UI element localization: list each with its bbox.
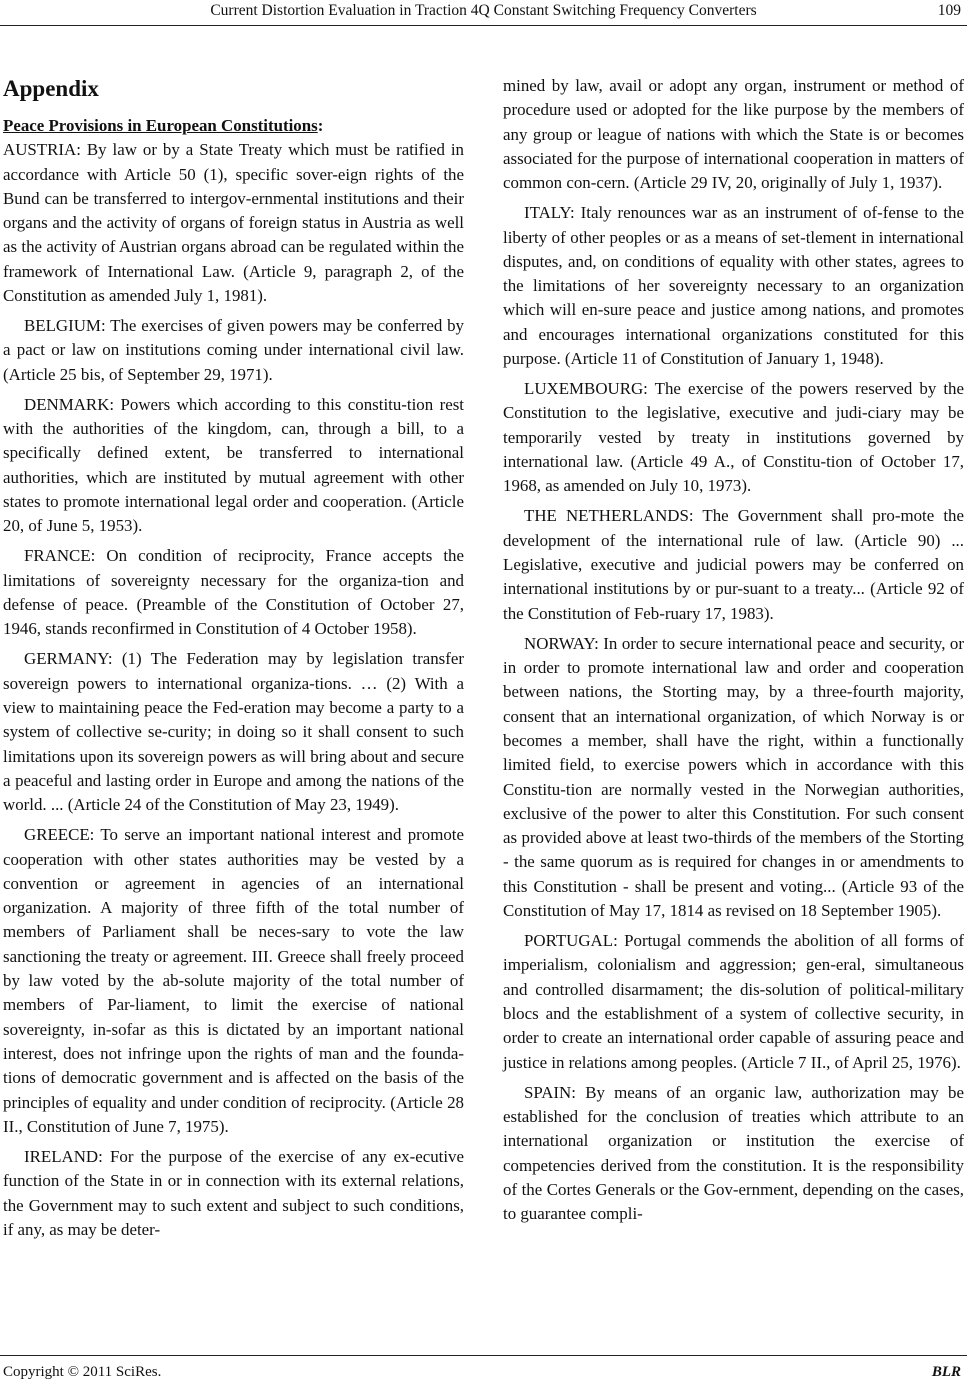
copyright-notice: Copyright © 2011 SciRes.: [3, 1364, 162, 1380]
paragraph-belgium: BELGIUM: The exercises of given powers may be conferred by a pact or law on institutions coming under international civil law. (Article 25 bis, of September 29, 1971).: [3, 316, 464, 384]
journal-abbreviation: BLR: [931, 1364, 961, 1380]
paragraph-denmark: DENMARK: Powers which according to this constitu-tion rest with the authorities of the kingdom, can, through a bill, to a specifically defined extent, be transferred to international authorities, which are instituted by mutual agreement with other states to promote international legal order and cooperation. (Article 20, of June 5, 1953).: [3, 394, 464, 536]
paragraph-greece: GREECE: To serve an important national interest and promote cooperation with other states authorities may be vested by a convention or agreement in agencies of an international organization. A majority of three fifth of the total number of members of Parliament shall be neces-sary to vote the law sanctioning the treaty or agreement. III. Greece shall freely proceed by law voted by the ab-solute majority of the total number of members of Par-liament, to limit the exercise of national sovereignty, in-sofar as this is dictated by an important national interest, does not infringe upon the rights of man and the founda-tions of democratic government and is affected on the basis of the principles of equality and under condition of reciprocity. (Article 28 II., Constitution of June 7, 1975).: [3, 825, 464, 1136]
paragraph-austria: AUSTRIA: By law or by a State Treaty which must be ratified in accordance with Article 50 (1), specific sover-eign rights of the Bund can be transferred to intergov-ernmental institutions and their organs and the activity of organs of foreign status in Austria as well as the activity of Austrian organs abroad can be regulated within the framework of International Law. (Article 9, paragraph 2, of the Constitution as amended July 1, 1981).: [3, 140, 464, 306]
left-column: [3, 74, 464, 1248]
section-heading: [3, 114, 464, 138]
paragraph-norway: NORWAY: In order to secure international peace and security, or in order to promote international law and order and cooperation between nations, the Storting may, by a three-fourth majority, consent that an international organization, of which Norway is or becomes a member, shall have the right, within a functionally limited field, to exercise powers which in accordance with this Constitu-tion are normally vested in the Norwegian authorities, exclusive of the power to alter this Constitution. For such consent as provided above at least two-thirds of the members of the Storting - the same quorum as is required for changes in or amendments to this Constitution - shall be present and voting... (Article 93 of the Constitution of May 17, 1814 as revised on 18 September 1905).: [503, 633, 964, 920]
running-header: [0, 0, 967, 26]
paragraph-luxembourg: LUXEMBOURG: The exercise of the powers reserved by the Constitution to the legislative, executive and judi-ciary may be temporarily vested by treaty in institutions governed by international law. (Article 49 A., of Constitu-tion of October 17, 1968, as amended on July 10, 1973).: [503, 379, 964, 496]
page-footer: [0, 1355, 967, 1386]
paragraph-spain: SPAIN: By means of an organic law, authorization may be established for the conclusion of treaties which attribute to an international organization or institution the exercise of competencies derived from the constitution. It is the responsibility of the Cortes Generals or the Gov-ernment, depending on the cases, to guarantee compli-: [503, 1082, 964, 1224]
paragraph-italy: ITALY: Italy renounces war as an instrument of of-fense to the liberty of other peoples or as a means of set-tlement in international disputes, and, on conditions of equality with other states, agrees to the limitations of her sovereignty necessary to an organization which will en-sure peace and justice among nations, and promotes and encourages international organizations constituted for this purpose. (Article 11 of Constitution of January 1, 1948).: [503, 203, 964, 369]
page-number: 109: [937, 2, 961, 19]
appendix-heading: Appendix: [3, 76, 99, 101]
right-column: [503, 74, 964, 1232]
paragraph-france: FRANCE: On condition of reciprocity, France accepts the limitations of sovereignty necessary for the organiza-tion and defense of peace. (Preamble of the Constitution of October 27, 1946, stands reconfirmed in Constitution of 4 October 1958).: [3, 546, 464, 639]
paragraph-germany: GERMANY: (1) The Federation may by legislation transfer sovereign powers to international organiza-tions. … (2) With a view to maintaining peace the Fed-eration may become a party to a system of collective se-curity; in doing so it shall consent to such limitations upon its sovereign powers as will bring about and secure a peaceful and lasting order in Europe and among the nations of the world. ... (Article 24 of the Constitution of May 23, 1949).: [3, 649, 464, 815]
paragraph-ireland-continued: mined by law, avail or adopt any organ, instrument or method of procedure used or adopted for the like purpose by the members of any group or league of nations with which the State is or becomes associated for the purpose of international cooperation in matters of common con-cern. (Article 29 IV, 20, originally of July 1, 1937).: [503, 76, 964, 193]
paragraph-netherlands: THE NETHERLANDS: The Government shall pro-mote the development of the international rule of law. (Article 90) ... Legislative, executive and judicial powers may be conferred on international institutions by or pur-suant to a treaty... (Article 92 of the Constitution of Feb-ruary 17, 1983).: [503, 506, 964, 623]
paragraph-ireland: IRELAND: For the purpose of the exercise of any ex-ecutive function of the State in or in connection with its external relations, the Government may to such extent and subject to such conditions, if any, as may be deter-: [3, 1146, 464, 1239]
section-heading-colon: :: [317, 116, 324, 135]
section-heading-text: Peace Provisions in European Constitutions: [3, 116, 318, 135]
paragraph-portugal: PORTUGAL: Portugal commends the abolition of all forms of imperialism, colonialism and aggression; gen-eral, simultaneous and controlled disarmament; the dis-solution of political-military blocs and the establishment of a system of collective security, in order to create an international order capable of assuring peace and justice in relations among peoples. (Article 7 II., of April 25, 1976).: [503, 931, 964, 1072]
running-title: Current Distortion Evaluation in Traction 4Q Constant Switching Frequency Converters: [210, 2, 757, 19]
